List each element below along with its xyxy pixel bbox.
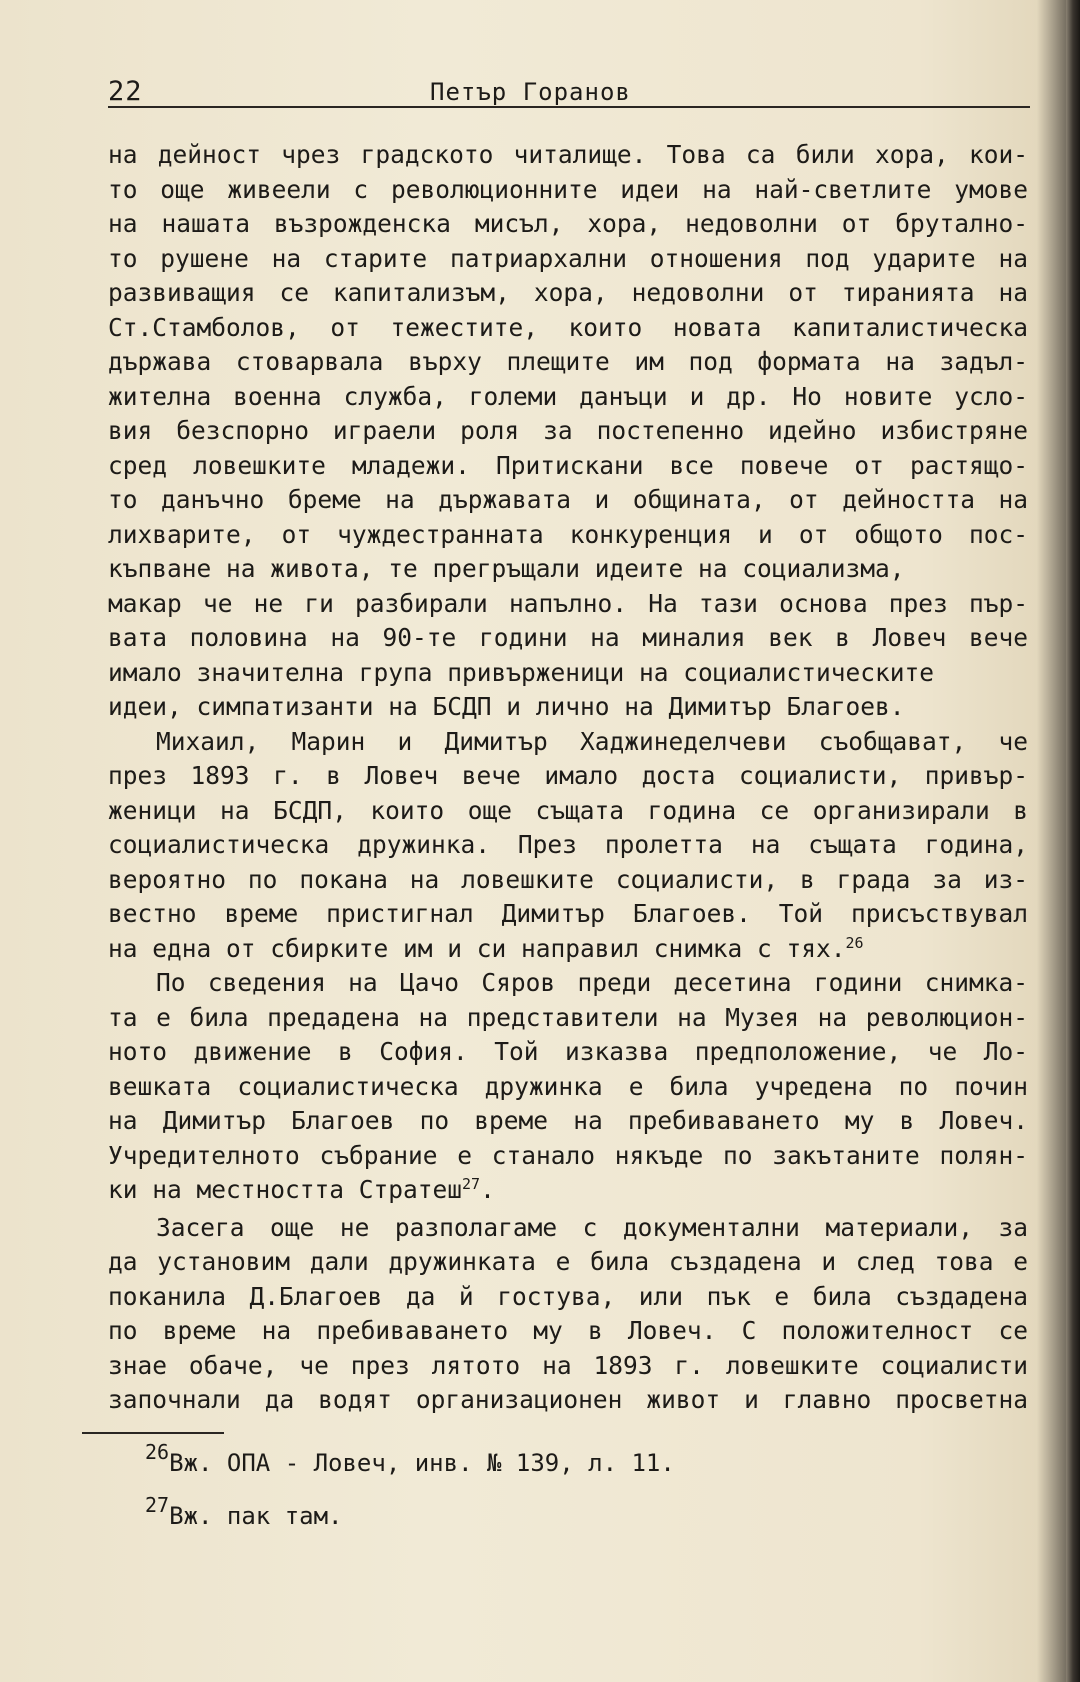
- text-line-with-footnote: [108, 932, 1028, 967]
- text-line: започнали да водят организационен живот и главно просветна: [108, 1385, 1028, 1414]
- text-line: то данъчно бреме на държавата и общината, от дейността на: [108, 485, 1028, 514]
- footnotes: [145, 1440, 675, 1554]
- footnote-divider: [82, 1432, 224, 1434]
- footnote-26: [145, 1440, 675, 1479]
- text-line: развиващия се капитализъм, хора, недоволни от тиранията на: [108, 278, 1028, 307]
- text-line: то още живеели с революционните идеи на най-светлите умове: [108, 174, 1028, 204]
- text-line: на Димитър Благоев по време на пребиваването му в Ловеч.: [108, 1106, 1028, 1135]
- footnote-number: 26: [145, 1440, 170, 1464]
- text-line: макар че не ги разбирали напълно. На тази основа през пър-: [108, 588, 1028, 618]
- text-line: вешката социалистическа дружинка е била учредена по почин: [108, 1071, 1028, 1101]
- footnote-text: Вж. ОПА - Ловеч, инв. № 139, л. 11.: [169, 1449, 675, 1477]
- text-line: вестно време пристигнал Димитър Благоев. Той присъствувал: [108, 899, 1028, 928]
- text-line: вия безспорно играели роля за постепенно идейно избистряне: [108, 416, 1028, 445]
- text-line: държава стоварвала върху плещите им под формата на задъл-: [108, 347, 1028, 376]
- text-line: лихварите, от чуждестранната конкуренция и от общото пос-: [108, 519, 1028, 549]
- text-line: да установим дали дружинката е била създадена и след това е: [108, 1247, 1028, 1276]
- text-line: ното движение в София. Той изказва предположение, че Ло-: [108, 1037, 1028, 1066]
- text-line: идеи, симпатизанти на БСДП и лично на Димитър Благоев.: [108, 692, 905, 721]
- text-line: сред ловешките младежи. Притискани все повече от растящо-: [108, 450, 1028, 480]
- text-line: Учредителното събрание е станало някъде по закътаните полян-: [108, 1140, 1028, 1170]
- text-line: жителна военна служба, големи данъци и др. Но новите усло-: [108, 381, 1028, 411]
- footnote-number: 27: [145, 1493, 170, 1517]
- body-text: [108, 138, 1028, 1418]
- footnote-ref-27: 27: [462, 1174, 481, 1193]
- text-line: къпване на живота, те прегръщали идеите на социализма,: [108, 554, 905, 583]
- running-head-author: Петър Горанов: [430, 78, 631, 106]
- text-line: знае обаче, че през лятото на 1893 г. ловешките социалисти: [108, 1350, 1028, 1380]
- text-line: та е била предадена на представители на Музея на революцион-: [108, 1002, 1028, 1032]
- text-line: на дейност чрез градското читалище. Това са били хора, кои-: [108, 140, 1028, 169]
- text-line: по време на пребиваването му в Ловеч. С положителност се: [108, 1316, 1028, 1345]
- line-text: ки на местността Стратеш: [108, 1175, 463, 1204]
- line-text: на една от сбирките им и си направил снимка с тях.: [108, 933, 846, 963]
- book-spine-edge: [1066, 0, 1080, 1682]
- text-line: По сведения на Цачо Сяров преди десетина години снимка-: [156, 968, 1028, 997]
- footnote-text: Вж. пак там.: [169, 1502, 343, 1530]
- text-line: през 1893 г. в Ловеч вече имало доста социалисти, привър-: [108, 761, 1028, 790]
- text-line: вероятно по покана на ловешките социалисти, в града за из-: [108, 864, 1028, 894]
- text-line: Ст.Стамболов, от тежестите, които новата капиталистическа: [108, 312, 1028, 342]
- text-line: поканила Д.Благоев да й гостува, или пък е била създадена: [108, 1281, 1028, 1311]
- text-line: социалистическа дружинка. През пролетта на същата година,: [108, 830, 1028, 859]
- text-line: Михаил, Марин и Димитър Хаджинеделчеви съобщават, че: [156, 726, 1028, 756]
- footnote-ref-26: 26: [845, 933, 864, 952]
- text-line: женици на БСДП, които още същата година се организирали в: [108, 795, 1028, 825]
- text-line-with-footnote: [108, 1173, 1028, 1208]
- footnote-27: [145, 1493, 675, 1532]
- text-line: имало значителна група привърженици на социалистическите: [108, 657, 935, 687]
- page-header: [108, 78, 1030, 108]
- text-line: то рушене на старите патриархални отношения под ударите на: [108, 243, 1028, 273]
- text-line: Засега още не разполагаме с документални материали, за: [156, 1212, 1028, 1242]
- text-line: на нашата възрожденска мисъл, хора, недоволни от брутално-: [108, 209, 1028, 238]
- page-number: 22: [108, 76, 143, 107]
- sentence-end: .: [480, 1175, 495, 1204]
- text-line: вата половина на 90-те години на миналия век в Ловеч вече: [108, 623, 1028, 652]
